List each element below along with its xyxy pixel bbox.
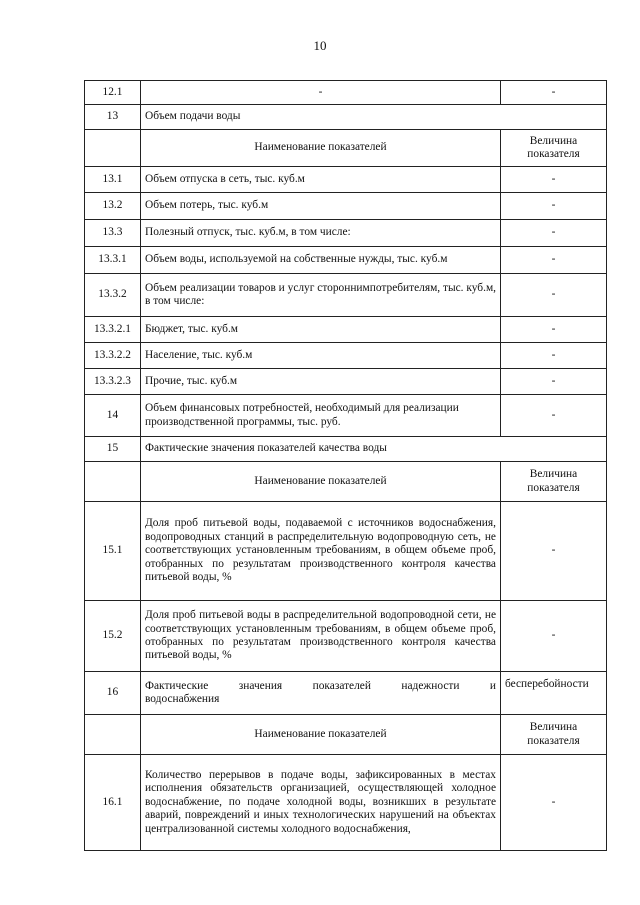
row-value: - <box>501 193 607 220</box>
row-value: - <box>501 395 607 437</box>
indicators-table <box>84 80 607 851</box>
row-value: - <box>501 247 607 274</box>
row-label: Прочие, тыс. куб.м <box>141 369 501 395</box>
row-number: 13.3.2.1 <box>85 317 141 343</box>
row-number: 13.3.2.2 <box>85 343 141 369</box>
row-label: Объем потерь, тыс. куб.м <box>141 193 501 220</box>
section-title-word: бесперебойности <box>505 678 589 690</box>
table-row <box>85 220 607 247</box>
column-header-name: Наименование показателей <box>141 715 501 755</box>
row-number: 13.3.1 <box>85 247 141 274</box>
row-value: - <box>501 167 607 193</box>
empty-cell <box>85 715 141 755</box>
column-header-value: Величина показателя <box>501 462 607 502</box>
row-number: 13.3.2 <box>85 274 141 317</box>
section-row <box>85 672 607 715</box>
row-number: 13 <box>85 105 141 130</box>
row-label: Объем воды, используемой на собственные нужды, тыс. куб.м <box>141 247 501 274</box>
empty-cell <box>85 130 141 167</box>
table-row <box>85 502 607 601</box>
page-number: 10 <box>313 38 327 53</box>
row-label: Доля проб питьевой воды в распределительной водопроводной сети, не соответствующих установленным требованиям, в общем объеме проб, отобранных по результатам производственного контроля качества питьевой воды, % <box>141 601 501 672</box>
table-row <box>85 755 607 851</box>
header-row <box>85 462 607 502</box>
row-label: Население, тыс. куб.м <box>141 343 501 369</box>
row-label: Полезный отпуск, тыс. куб.м, в том числе: <box>141 220 501 247</box>
section-title-line: Фактические значения показателей надежности и <box>145 679 496 692</box>
row-number: 12.1 <box>85 81 141 105</box>
column-header-name: Наименование показателей <box>141 462 501 502</box>
row-value: - <box>501 601 607 672</box>
row-number: 13.2 <box>85 193 141 220</box>
header-row <box>85 130 607 167</box>
section-title <box>141 672 501 715</box>
row-value: - <box>501 343 607 369</box>
row-label: Доля проб питьевой воды, подаваемой с источников водоснабжения, водопроводных станций в распределительную водопроводную сеть, не соответствующих установленным требованиям, в общем объеме проб, отобранных по результатам производственного контроля качества питьевой воды, % <box>141 502 501 601</box>
row-number: 16 <box>85 672 141 715</box>
section-title-tail <box>501 672 607 715</box>
section-row <box>85 437 607 462</box>
column-header-name: Наименование показателей <box>141 130 501 167</box>
row-number: 14 <box>85 395 141 437</box>
column-header-value: Величина показателя <box>501 715 607 755</box>
section-row <box>85 105 607 130</box>
row-label: Бюджет, тыс. куб.м <box>141 317 501 343</box>
row-number: 15 <box>85 437 141 462</box>
table-row <box>85 395 607 437</box>
table-row <box>85 81 607 105</box>
table-row <box>85 167 607 193</box>
row-label: Объем реализации товаров и услуг стороннимпотребителям, тыс. куб.м, в том числе: <box>141 274 501 317</box>
row-value: - <box>501 369 607 395</box>
row-number: 15.1 <box>85 502 141 601</box>
row-value: - <box>501 81 607 105</box>
table-row <box>85 247 607 274</box>
table-row <box>85 193 607 220</box>
row-number: 15.2 <box>85 601 141 672</box>
row-value: - <box>501 274 607 317</box>
row-label: Объем отпуска в сеть, тыс. куб.м <box>141 167 501 193</box>
row-value: - <box>501 220 607 247</box>
column-header-value: Величина показателя <box>501 130 607 167</box>
table-row <box>85 274 607 317</box>
row-value: - <box>501 755 607 851</box>
row-number: 13.1 <box>85 167 141 193</box>
table-row <box>85 369 607 395</box>
row-value: - <box>501 317 607 343</box>
row-number: 13.3 <box>85 220 141 247</box>
section-title: Фактические значения показателей качества воды <box>141 437 607 462</box>
row-value: - <box>501 502 607 601</box>
table-row <box>85 317 607 343</box>
header-row <box>85 715 607 755</box>
empty-cell <box>85 462 141 502</box>
section-title: Объем подачи воды <box>141 105 607 130</box>
row-number: 13.3.2.3 <box>85 369 141 395</box>
row-label: Количество перерывов в подаче воды, зафиксированных в местах исполнения обязательств организацией, осуществляющей холодное водоснабжение, по подаче холодной воды, возникших в результате аварий, повреждений и иных технологических нарушений на объектах централизованной системы холодного водоснабжения, <box>141 755 501 851</box>
row-label: - <box>141 81 501 105</box>
row-label: Объем финансовых потребностей, необходимый для реализации производственной программы, тыс. руб. <box>141 395 501 437</box>
table-row <box>85 601 607 672</box>
section-title-line: водоснабжения <box>145 693 220 705</box>
row-number: 16.1 <box>85 755 141 851</box>
table-row <box>85 343 607 369</box>
